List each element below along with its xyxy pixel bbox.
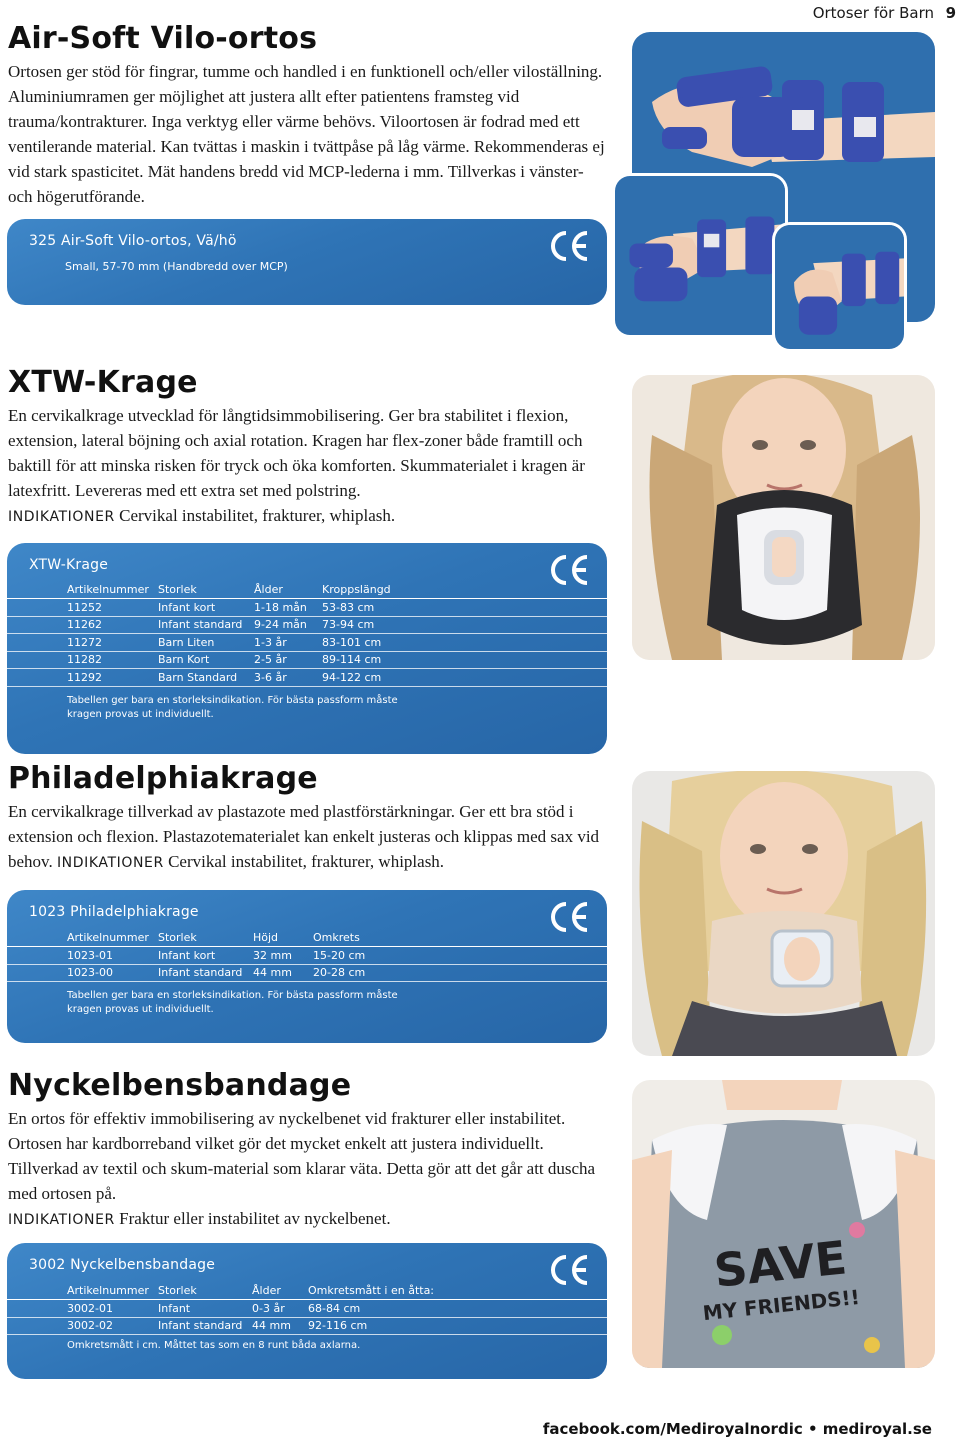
table-cell: 68-84 cm bbox=[308, 1300, 607, 1318]
table-cell: 3002-02 bbox=[7, 1317, 158, 1335]
column-header: Omkrets bbox=[313, 929, 607, 947]
column-header: Artikelnummer bbox=[7, 1282, 158, 1300]
table-header-row bbox=[7, 581, 607, 599]
column-header: Storlek bbox=[158, 1282, 252, 1300]
panel-title: 325 Air-Soft Vilo-ortos, Vä/hö bbox=[29, 233, 237, 249]
product-info-panel bbox=[7, 1243, 607, 1379]
photo-hand-orthosis-small bbox=[772, 222, 907, 352]
table-cell: 11282 bbox=[7, 651, 158, 669]
table-cell: 1023-01 bbox=[7, 947, 158, 965]
section-title: Ortoser för Barn bbox=[812, 4, 934, 22]
product-info-panel bbox=[7, 219, 607, 305]
panel-note: Omkretsmått i cm. Måttet tas som en 8 runt båda axlarna. bbox=[67, 1340, 361, 1351]
table-cell: Barn Kort bbox=[158, 651, 254, 669]
table-cell: 44 mm bbox=[252, 1317, 308, 1335]
ce-mark-icon bbox=[549, 229, 591, 263]
table-cell: Infant kort bbox=[158, 599, 254, 617]
product-description: Ortosen ger stöd för fingrar, tumme och handled i en funktionell och/eller viloställning. Aluminiumramen ger möjlighet att justera allt efter patientens framsteg vid trauma/kontrakturer. Inga verktyg eller värme behövs. Viloortosen är fodrad med ett ventilerande material. Kan tvättas i maskin i tvättpåse på låg värme. Rekommenderas ej vid stark spasticitet. Mät handens bredd vid MCP-lederna i mm. Tillverkas i vänster- och högerutförande. bbox=[8, 62, 605, 206]
table-cell: 15-20 cm bbox=[313, 947, 607, 965]
table-cell: 89-114 cm bbox=[322, 651, 607, 669]
shirt-print-save: SAVE bbox=[711, 1230, 850, 1298]
table-row bbox=[7, 669, 607, 687]
panel-note: Tabellen ger bara en storleksindikation. För bästa passform måste kragen provas ut individuellt. bbox=[67, 695, 398, 720]
column-header: Ålder bbox=[254, 581, 322, 599]
table-cell: 83-101 cm bbox=[322, 634, 607, 652]
table-row bbox=[7, 634, 607, 652]
size-table bbox=[7, 581, 607, 687]
column-header: Kroppslängd bbox=[322, 581, 607, 599]
table-row bbox=[7, 1300, 607, 1318]
table-row bbox=[7, 1317, 607, 1335]
size-table bbox=[7, 929, 607, 982]
table-cell: 20-28 cm bbox=[313, 964, 607, 982]
table-cell: 32 mm bbox=[253, 947, 313, 965]
table-cell: Infant kort bbox=[158, 947, 253, 965]
panel-title: XTW-Krage bbox=[29, 557, 109, 573]
column-header: Höjd bbox=[253, 929, 313, 947]
product-title: Nyckelbensbandage bbox=[8, 1068, 352, 1103]
table-cell: Infant bbox=[158, 1300, 252, 1318]
product-title: Air-Soft Vilo-ortos bbox=[8, 21, 318, 56]
table-cell: Barn Liten bbox=[158, 634, 254, 652]
table-cell: Infant standard bbox=[158, 964, 253, 982]
column-header: Omkretsmått i en åtta: bbox=[308, 1282, 607, 1300]
description-text: En cervikalkrage utvecklad för långtidsimmobilisering. Ger bra stabilitet i flexion, extension, lateral böjning och axial rotation. Kragen har flex-zoner både framtill och baktill för att minska risken för tryck och öka komforten. Skummaterialet i kragen är latexfritt. Levereras med ett extra set med polstring. bbox=[8, 406, 585, 500]
product-description bbox=[8, 403, 608, 530]
panel-title: 3002 Nyckelbensbandage bbox=[29, 1257, 216, 1273]
table-cell: 11262 bbox=[7, 616, 158, 634]
table-row bbox=[7, 599, 607, 617]
table-row bbox=[7, 947, 607, 965]
product-description bbox=[8, 799, 608, 876]
table-cell: 2-5 år bbox=[254, 651, 322, 669]
table-cell: 1-18 mån bbox=[254, 599, 322, 617]
table-cell: 9-24 mån bbox=[254, 616, 322, 634]
product-xtw-krage bbox=[8, 366, 608, 530]
product-info-panel bbox=[7, 890, 607, 1043]
product-title: XTW-Krage bbox=[8, 365, 198, 400]
shirt-print-friends: MY FRIENDS!! bbox=[701, 1284, 861, 1326]
panel-subtitle: Small, 57-70 mm (Handbredd over MCP) bbox=[65, 260, 288, 273]
table-cell: Infant standard bbox=[158, 1317, 252, 1335]
table-header-row bbox=[7, 1282, 607, 1300]
product-description bbox=[8, 1106, 608, 1233]
table-cell: 1-3 år bbox=[254, 634, 322, 652]
column-header: Storlek bbox=[158, 581, 254, 599]
column-header: Artikelnummer bbox=[7, 581, 158, 599]
indication-text: Cervikal instabilitet, frakturer, whiplash. bbox=[168, 852, 445, 871]
table-cell: 92-116 cm bbox=[308, 1317, 607, 1335]
page-number: 9 bbox=[945, 4, 956, 22]
indication-label: INDIKATIONER bbox=[8, 509, 115, 525]
table-cell: 3002-01 bbox=[7, 1300, 158, 1318]
table-cell: 44 mm bbox=[253, 964, 313, 982]
column-header: Ålder bbox=[252, 1282, 308, 1300]
product-info-panel bbox=[7, 543, 607, 754]
table-cell: Infant standard bbox=[158, 616, 254, 634]
footer-links: facebook.com/Mediroyalnordic • mediroyal.se bbox=[542, 1420, 932, 1438]
table-cell: 11252 bbox=[7, 599, 158, 617]
indication-label: INDIKATIONER bbox=[56, 855, 164, 871]
table-cell: 53-83 cm bbox=[322, 599, 607, 617]
product-title: Philadelphiakrage bbox=[8, 761, 318, 796]
indication-text: Cervikal instabilitet, frakturer, whiplash. bbox=[119, 506, 396, 525]
table-cell: 0-3 år bbox=[252, 1300, 308, 1318]
table-cell: 11272 bbox=[7, 634, 158, 652]
panel-note: Tabellen ger bara en storleksindikation. För bästa passform måste kragen provas ut individuellt. bbox=[67, 990, 398, 1015]
product-philadelphiakrage bbox=[8, 762, 608, 876]
panel-title: 1023 Philadelphiakrage bbox=[29, 904, 199, 920]
table-header-row bbox=[7, 929, 607, 947]
table-cell: 94-122 cm bbox=[322, 669, 607, 687]
table-cell: 1023-00 bbox=[7, 964, 158, 982]
description-text: En ortos för effektiv immobilisering av nyckelbenet vid frakturer eller instabilitet. Ortosen har kardborreband vilket gör det mycket enkelt att justera individuellt. Tillverkad av textil och skum-material som klarar väta. Detta gör att det går att duscha med ortosen på. bbox=[8, 1109, 596, 1203]
table-cell: Barn Standard bbox=[158, 669, 254, 687]
table-row bbox=[7, 616, 607, 634]
photo-hand-orthosis-side bbox=[612, 173, 788, 338]
photo-philadelphia-collar bbox=[632, 771, 935, 1056]
indication-label: INDIKATIONER bbox=[8, 1212, 115, 1228]
table-cell: 73-94 cm bbox=[322, 616, 607, 634]
size-table bbox=[7, 1282, 607, 1335]
table-row bbox=[7, 964, 607, 982]
photo-clavicle-bandage bbox=[632, 1080, 935, 1368]
table-cell: 3-6 år bbox=[254, 669, 322, 687]
photo-xtw-collar bbox=[632, 375, 935, 660]
indication-text: Fraktur eller instabilitet av nyckelbenet. bbox=[119, 1209, 391, 1228]
table-cell: 11292 bbox=[7, 669, 158, 687]
column-header: Storlek bbox=[158, 929, 253, 947]
table-row bbox=[7, 651, 607, 669]
description-text: En cervikalkrage tillverkad av plastazote med plastförstärkningar. Ger ett bra stöd i extension och flexion. Plastazotematerialet kan enkelt justeras och klippas med sax vid behov. bbox=[8, 802, 600, 871]
product-nyckelbensbandage bbox=[8, 1069, 608, 1233]
product-air-soft bbox=[8, 22, 608, 209]
column-header: Artikelnummer bbox=[7, 929, 158, 947]
